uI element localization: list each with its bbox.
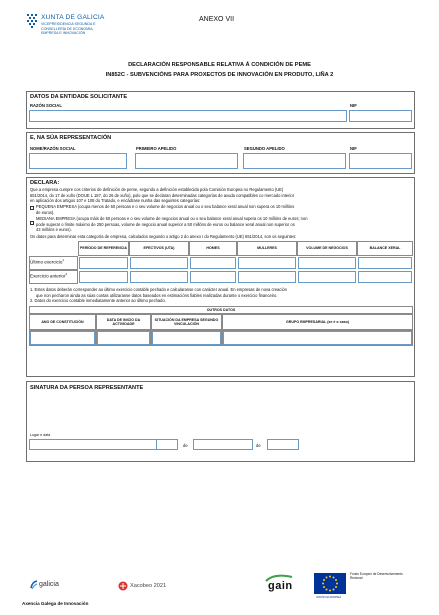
col-header-staff: EFECTIVOS (UTA) <box>143 246 175 251</box>
previous-year-balance[interactable] <box>358 271 412 283</box>
small-company-text-2: de euros). <box>36 209 55 215</box>
declaration-title: DECLARA: <box>30 180 60 186</box>
previous-year-men[interactable] <box>190 271 236 283</box>
year-field[interactable] <box>267 439 299 450</box>
month-field[interactable] <box>193 439 253 450</box>
date-de-2: de <box>256 443 261 448</box>
previous-year-staff[interactable] <box>130 271 188 283</box>
org-name: XUNTA DE GALICIA <box>41 14 105 21</box>
xacobeo-shell-icon <box>118 581 128 591</box>
note-1-line-2: que non pecharon ainda as súas contas utilizaranse datos baseados en estimacións fiables realizadas durante o exercicio financeiro. <box>36 292 278 298</box>
rep-nif-label: NIF <box>350 146 357 151</box>
gain-wordmark: gain <box>268 580 293 592</box>
medium-company-text-2: pode superar o límite máximo de 250 persoas, volume de negocio anual superior a 50 millóns de euros ou balance xeral anual non superior os <box>36 221 295 227</box>
col-header-group: GRUPO EMPRESARIAL (se é o caso) <box>285 319 350 324</box>
org-sub-1: VICEPRESIDENCIA SEGUNDA E <box>41 22 96 26</box>
date-de-1: de <box>183 443 188 448</box>
col-header-start-date: DATA DE INICIO DA ACTIVIDADE <box>106 317 141 326</box>
business-name-field[interactable] <box>29 110 347 122</box>
entity-section-title: DATOS DA ENTIDADE SOLICITANTE <box>30 94 128 100</box>
org-sub-3: EMPRESA E INNOVACIÓN <box>41 31 86 35</box>
rep-surname2-field[interactable] <box>243 153 346 169</box>
eu-caption: UNIÓN EUROPEA <box>316 595 342 599</box>
row-label-previous-year: Exercicio anterior$^2$ <box>30 272 68 279</box>
data-intro-line: Os datos para determinar esta categoría de empresa, calculados segundo o artigo 2 do anexo I do Regulamento (UE) 651/2014, son os seguintes: <box>30 234 297 239</box>
xacobeo-wordmark: Xacobeo 2021 <box>130 583 167 589</box>
last-year-women[interactable] <box>238 257 296 269</box>
representation-section-title: E, NA SÚA REPRESENTACIÓN <box>30 135 112 141</box>
last-year-period[interactable] <box>79 257 128 269</box>
entity-section <box>26 91 415 129</box>
form-title: DECLARACIÓN RESPONSABLE RELATIVA Á CONDICIÓN DE PEME <box>128 62 311 68</box>
entity-nif-field[interactable] <box>349 110 412 122</box>
org-sub-2: CONSELLERÍA DE ECONOMÍA, <box>41 26 94 31</box>
note-1-line-1: 1. Estes datos deberán corresponder ao último exercicio contable pechado e calcularanse con carácter anual. En empresas de nova creación <box>30 287 287 292</box>
col-header-women: MULLERES <box>257 246 277 251</box>
col-header-year-founded: ANO DE CONSTITUCIÓN <box>41 319 84 324</box>
rep-surname1-label: PRIMEIRO APELIDO <box>136 146 177 151</box>
last-year-men[interactable] <box>190 257 236 269</box>
small-company-checkbox[interactable] <box>30 206 34 210</box>
eu-fund-text-1: Fondo Europeo de Desenvolvemento <box>350 572 403 576</box>
rep-nif-field[interactable] <box>349 153 412 169</box>
business-group-field[interactable] <box>223 331 412 345</box>
medium-company-text-1: MEDIANA EMPRESA (ocupa máis de 50 persoas e o seu volume de negocios anual ou o seu balance xeral anual supera os 10 millóns de euros; non <box>36 216 308 221</box>
medium-company-checkbox[interactable] <box>30 221 34 225</box>
previous-year-period[interactable] <box>79 271 128 283</box>
signature-section <box>26 381 415 462</box>
row-label-last-year: Último exercicio$^1$ <box>30 258 65 265</box>
declaration-intro-2: 651/2014, do 17 de xuño (DOUE L 187, do 26 de xuño), polo que se declaran determinadas categorías de axuda compatibles co mercado interior <box>30 192 295 198</box>
last-year-staff[interactable] <box>130 257 188 269</box>
footer-logos <box>26 570 415 600</box>
xunta-emblem-icon <box>26 14 38 28</box>
declaration-intro-1: Que a empresa cumpre cos criterios de definición de peme, segundo a definición establecida pola Comisión Europea no Regulamento (UE) <box>30 187 284 192</box>
previous-year-women[interactable] <box>238 271 296 283</box>
declaration-section <box>26 177 415 377</box>
place-field[interactable] <box>29 439 167 450</box>
declaration-intro-3: en aplicación dos artigos 107 e 108 do Tratado, e encádrase nunha das seguintes categorías: <box>30 198 201 203</box>
place-date-label: Lugar e data <box>30 433 51 437</box>
col-header-period: PERÍODO DE REFERENCIA <box>80 246 127 251</box>
note-2: 2. Datos do exercicio contable inmediatamente anterior ao último pechado. <box>30 298 166 303</box>
col-header-balance: BALANCE XERAL <box>369 246 401 251</box>
last-year-turnover[interactable] <box>298 257 356 269</box>
other-data-title: OUTROS DATOS <box>206 307 236 312</box>
col-header-men: HOMES <box>206 246 220 251</box>
col-header-link-status: SITUACIÓN DA EMPRESA SEGUNDO VINCULACIÓN <box>154 317 219 326</box>
link-status-field[interactable] <box>152 331 221 345</box>
form-subtitle: IN852C - SUBVENCIÓNS PARA PROXECTOS DE INNOVACIÓN EN PRODUTO, LIÑA 2 <box>105 72 334 78</box>
year-founded-field[interactable] <box>30 331 95 345</box>
eu-flag <box>314 573 346 594</box>
col-header-turnover: VOLUME DE NEGOCIOS <box>306 246 348 251</box>
annex-label: ANEXO VII <box>199 16 235 23</box>
agency-name: Axencia Galega de Innovación <box>22 601 89 606</box>
eu-stars-icon <box>314 573 346 594</box>
company-data-table <box>29 241 413 285</box>
small-company-text-1: PEQUENA EMPRESA (ocupa menos de 50 persoas e o seu volume de negocios anual ou o seu balance xeral anual non supera os 10 millóns <box>36 204 295 209</box>
day-field[interactable] <box>156 439 178 450</box>
eu-fund-text-2: Rexional <box>350 576 363 580</box>
galicia-wordmark: galicia <box>39 581 59 588</box>
rep-name-label: NOME/RAZÓN SOCIAL <box>30 146 76 151</box>
xunta-logo <box>26 12 116 48</box>
other-data-table <box>29 306 413 354</box>
galicia-swoosh-icon <box>30 580 38 590</box>
rep-name-field[interactable] <box>29 153 127 169</box>
signature-title: SINATURA DA PERSOA REPRESENTANTE <box>30 385 144 391</box>
previous-year-turnover[interactable] <box>298 271 356 283</box>
start-date-field[interactable] <box>97 331 150 345</box>
medium-company-text-3: 43 millóns e euros). <box>36 227 72 232</box>
entity-nif-label: NIF <box>350 103 357 108</box>
representation-section <box>26 132 415 174</box>
rep-surname1-field[interactable] <box>135 153 238 169</box>
last-year-balance[interactable] <box>358 257 412 269</box>
rep-surname2-label: SEGUNDO APELIDO <box>244 146 285 151</box>
business-name-label: RAZÓN SOCIAL <box>30 103 62 108</box>
